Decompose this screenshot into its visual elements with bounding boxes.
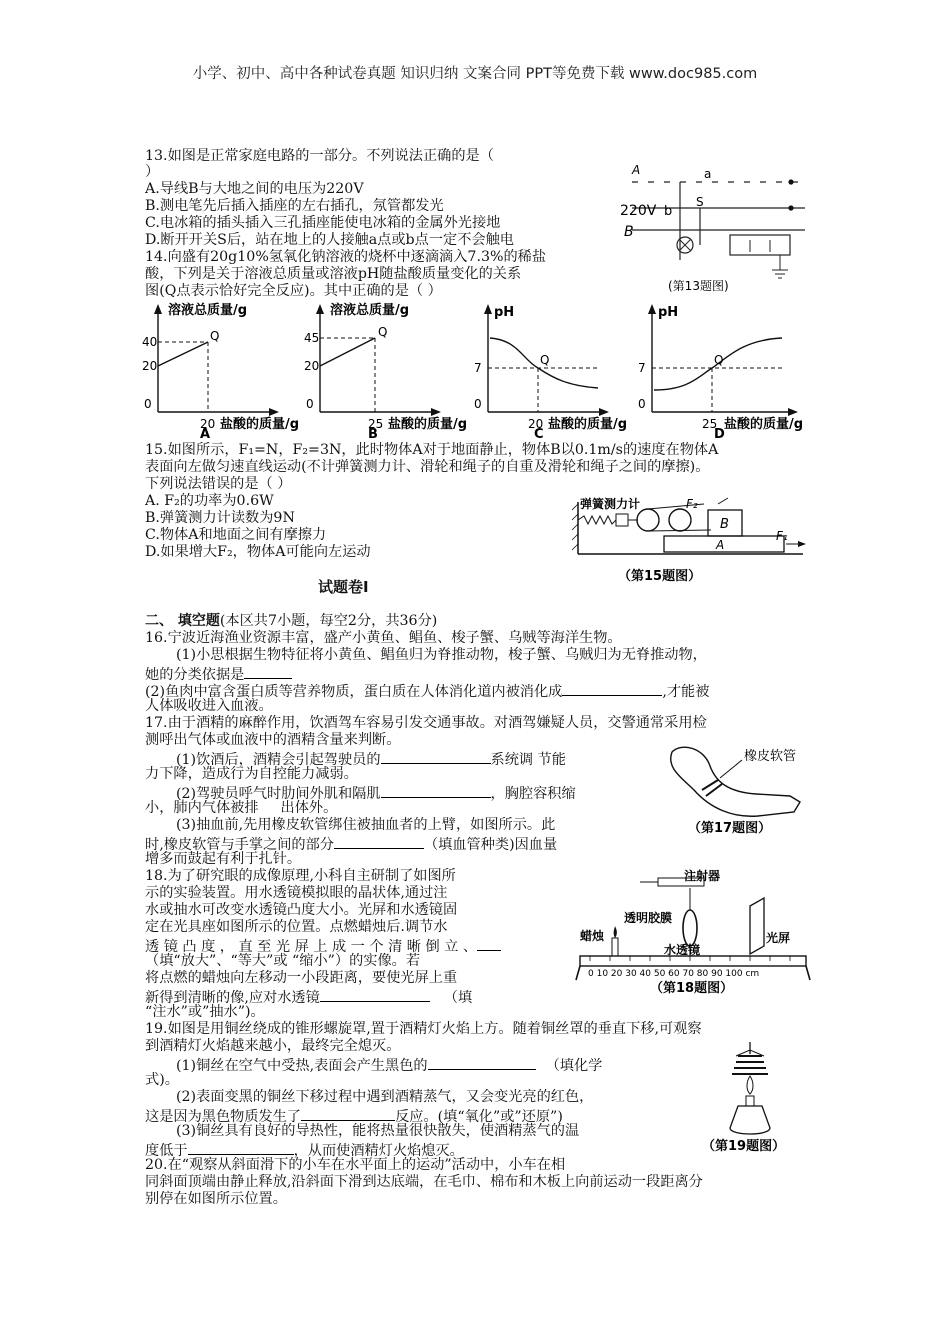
q17-line-2: 测呼出气体或血液中的酒精含量来判断。 (145, 732, 401, 748)
q19-line-6: 这是因为黑色物质发生了 反应。(填“氧化”或”还原”) (145, 1106, 563, 1127)
q13-fig-a: a (704, 167, 712, 181)
q17-fig-caption: （第17题图） (688, 821, 772, 834)
q14-c-y1: 7 (474, 361, 482, 375)
q18-line-2: 示的实验装置。用水透镜模拟眼的晶状体,通过注 (145, 885, 448, 901)
q17-line-9: 增多而鼓起有利于扎针。 (145, 851, 302, 867)
q13-fig-caption: (第13题图) (668, 279, 729, 293)
q16-line-2: (1)小思根据生物特征将小黄鱼、鲳鱼归为脊推动物，梭子蟹、乌贼归为无脊推动物， (176, 647, 707, 663)
q14-b-y1: 45 (304, 331, 320, 345)
q14-c-q: Q (540, 353, 550, 367)
q18-fig-film: 透明胶膜 (624, 911, 673, 925)
q15-option-b: B.弹簧测力计读数为9N (145, 510, 295, 526)
q17-line-5: (2)驾驶员呼气时肋间外肌和隔肌 ，胸腔容积缩 (176, 783, 576, 804)
q18-blank-1[interactable] (477, 936, 501, 951)
q14-a-ylabel: 溶液总质量/g (168, 303, 248, 318)
q14-graph-a (142, 302, 299, 438)
q14-a-xlabel: 盐酸的质量/g (220, 417, 300, 432)
q15-line-2: 表面向左做匀速直线运动(不计弹簧测力计、滑轮和绳子的自重及滑轮和绳子之间的摩擦)。 (145, 459, 710, 475)
q19-lamp-figure (700, 1040, 810, 1156)
q14-c-x: 20 (528, 417, 544, 431)
q14-a-q: Q (210, 329, 220, 343)
q14-graphs (138, 300, 818, 438)
q14-a-y0: 20 (142, 359, 158, 373)
part2-heading (145, 613, 437, 630)
q16-blank-1[interactable] (244, 664, 292, 679)
q17-arm-figure (662, 738, 812, 834)
q17-line-1: 17.由于酒精的麻醉作用，饮酒驾车容易引发交通事故。对酒驾嫌疑人员，交警通常采用检 (145, 715, 707, 731)
q18-line-7: 将点燃的蜡烛向左移动一小段距离，要使光屏上重 (145, 970, 458, 986)
q13-option-c: C.电冰箱的插头插入三孔插座能使电冰箱的金属外光接地 (145, 215, 501, 231)
q13-fig-A: A (632, 163, 641, 177)
q20-line-1: 20.在“观察从斜面滑下的小车在水平面上的运动”活动中，小车在相 (145, 1157, 566, 1173)
q14-line-2: 酸，下列是关于溶液总质量或溶液pH随盐酸质量变化的关系 (145, 266, 522, 282)
q14-a-label: A (200, 427, 211, 438)
q15-fig-b: B (720, 517, 729, 532)
q18-blank-2[interactable] (320, 987, 430, 1002)
q13-fig-b-lower: b (664, 204, 673, 219)
part2-note: (本区共7小题，每空2分，共36分) (219, 613, 438, 629)
q18-fig-lens: 水透镜 (664, 943, 701, 957)
q13-circuit-figure (620, 160, 810, 300)
q15-option-a: A. F₂的功率为0.6W (145, 493, 274, 509)
q16-line-5: 人体吸收进入血液。 (145, 698, 273, 714)
q13-stem-end: ） (145, 164, 160, 180)
q19-blank-3[interactable] (188, 1140, 294, 1155)
q18-line-4: 定在光具座如图所示的位置。点燃蜡烛后.调节水 (145, 919, 448, 935)
q19-line-1: 19.如图是用铜丝绕成的锥形螺旋罩,置于酒精灯火焰上方。随着铜丝罩的垂直下移,可观察 (145, 1021, 702, 1037)
q16-blank-2[interactable] (562, 681, 662, 696)
q14-b-x: 25 (368, 417, 384, 431)
q14-d-label: D (714, 427, 725, 438)
q14-line-3: 图(Q点表示恰好完全反应)。其中正确的是（ ） (145, 283, 442, 299)
q14-b-origin: 0 (306, 397, 314, 411)
q13-fig-B: B (624, 224, 634, 240)
q14-b-label: B (368, 427, 378, 438)
q14-a-origin: 0 (144, 397, 152, 411)
q19-line-2: 到酒精灯火焰越来越小，最终完全熄灭。 (145, 1038, 401, 1054)
q17-line-4: 力下降，造成行为自控能力减弱。 (145, 766, 358, 782)
q13-option-a: A.导线B与大地之间的电压为220V (145, 181, 364, 197)
q14-c-label: C (534, 427, 544, 438)
section-title: 试题卷Ⅰ (318, 578, 369, 596)
q15-option-c: C.物体A和地面之间有摩擦力 (145, 527, 327, 543)
q14-graph-b (304, 302, 467, 438)
q13-stem: 13.如图是正常家庭电路的一部分。不列说法正确的是（ (145, 148, 494, 164)
q20-line-2: 同斜面顶端由静止释放,沿斜面下滑到达底端，在毛巾、棉布和木板上向前运动一段距离分 (145, 1174, 703, 1190)
q15-option-d: D.如果增大F₂，物体A可能向左运动 (145, 544, 371, 560)
q19-blank-2[interactable] (301, 1106, 395, 1121)
q19-fig-caption: （第19题图） (702, 1139, 786, 1154)
q15-line-3: 下列说法错误的是（ ） (145, 476, 292, 492)
q14-b-q: Q (378, 325, 388, 339)
q14-b-ylabel: 溶液总质量/g (330, 303, 410, 318)
q14-d-xlabel: 盐酸的质量/g (724, 417, 804, 432)
q18-line-5: 透 镜 凸 度 ， 直 至 光 屏 上 成 一 个 清 晰 倒 立 、 (145, 936, 501, 957)
q18-fig-screen: 光屏 (766, 931, 791, 945)
q19-line-4: 式)。 (145, 1072, 179, 1088)
q17-line-3: (1)饮酒后，酒精会引起驾驶员的 系统调 节能 (176, 749, 566, 770)
q14-d-origin: 0 (638, 397, 646, 411)
q18-optical-bench-figure (574, 866, 814, 996)
q14-b-xlabel: 盐酸的质量/g (388, 417, 468, 432)
q19-line-8: 度低于 ，从而使酒精灯火焰熄灭。 (145, 1140, 464, 1161)
q14-c-ylabel: pH (494, 305, 515, 320)
q13-fig-voltage: 220V (620, 203, 657, 219)
q14-line-1: 14.向盛有20g10%氢氧化钠溶液的烧杯中逐滴滴入7.3%的稀盐 (145, 249, 547, 265)
q14-a-x: 20 (200, 417, 216, 431)
q20-line-3: 别停在如图所示位置。 (145, 1191, 287, 1207)
q15-fig-spring: 弹簧测力计 (580, 497, 641, 511)
q18-fig-caption: （第18题图） (650, 981, 734, 996)
q17-blank-3[interactable] (334, 834, 424, 849)
q13-option-d: D.断开开关S后，站在地上的人接触a点或b点一定不会触电 (145, 232, 514, 248)
q18-fig-candle: 蜡烛 (580, 929, 605, 943)
q15-fig-f1: F₁ (776, 529, 788, 543)
q15-fig-f2: F₂ (686, 497, 698, 511)
q17-blank-1[interactable] (381, 749, 491, 764)
q14-d-x: 25 (702, 417, 718, 431)
q17-line-6: 小，肺内气体被排 出体外。 (145, 800, 338, 816)
q14-c-xlabel: 盐酸的质量/g (548, 417, 628, 432)
q19-line-5: (2)表面变黑的铜丝下移过程中遇到酒精蒸气，又会变光亮的红色， (176, 1089, 594, 1105)
q13-option-b: B.测电笔先后插入插座的左右插孔，氖管都发光 (145, 198, 444, 214)
q18-line-3: 水或抽水可改变水透镜凸度大小。光屏和水透镜固 (145, 902, 458, 918)
q17-line-8: 时,橡皮软管与手掌之间的部分 （填血管种类)因血量 (145, 834, 557, 855)
q14-d-y1: 7 (638, 361, 646, 375)
q19-line-7: (3)铜丝具有良好的导热性，能将热量很快散失，使酒精蒸气的温 (176, 1123, 580, 1139)
q14-d-q: Q (714, 353, 724, 367)
q13-fig-S: S (696, 195, 704, 209)
page-header: 小学、初中、高中各种试卷真题 知识归纳 文案合同 PPT等免费下载 www.doc985.com (192, 66, 758, 82)
q15-fig-caption: （第15题图） (618, 569, 702, 584)
q14-graph-d (638, 304, 803, 438)
q17-fig-label: 橡皮软管 (744, 749, 797, 764)
q18-line-1: 18.为了研究眼的成像原理,小科自主研制了如图所 (145, 868, 456, 884)
q16-line-4: (2)鱼肉中富含蛋白质等营养物质，蛋白质在人体消化道内被消化成 ,才能被 (145, 681, 709, 702)
q18-fig-ticks: 0 10 20 30 40 50 60 70 80 90 100 cm (588, 969, 760, 979)
q14-b-y0: 20 (304, 359, 320, 373)
q15-pulley-figure (568, 496, 808, 586)
q18-line-9: “注水”或”抽水”)。 (145, 1004, 265, 1020)
q17-line-7: (3)抽血前,先用橡皮软管绑住被抽血者的上臂，如图所示。此 (176, 817, 556, 833)
q19-line-3: (1)铜丝在空气中受热,表面会产生黑色的 （填化学 (176, 1055, 602, 1076)
q18-line-8: 新得到清晰的像,应对水透镜 （填 (145, 987, 472, 1008)
q17-blank-2[interactable] (381, 783, 491, 798)
q16-line-3: 她的分类依据是 (145, 664, 292, 685)
q16-line-1: 16.宁波近海渔业资源丰富，盛产小黄鱼、鲳鱼、梭子蟹、乌贼等海洋生物。 (145, 630, 622, 646)
q14-graph-c (474, 304, 627, 438)
q15-fig-a: A (716, 538, 725, 552)
q14-d-ylabel: pH (658, 305, 679, 320)
q18-fig-syringe: 注射器 (684, 869, 721, 883)
q18-line-6: （填“放大”、“等大”或 “缩小”）的实像。若 (145, 953, 421, 969)
q15-line-1: 15.如图所示，F₁=N，F₂=3N，此时物体A对于地面静止，物体B以0.1m/s的速度在物体A (145, 442, 719, 458)
q14-c-origin: 0 (474, 397, 482, 411)
q19-blank-1[interactable] (428, 1055, 536, 1070)
q14-a-y1: 40 (142, 335, 158, 349)
part2-title: 二、 填空题 (145, 613, 220, 629)
